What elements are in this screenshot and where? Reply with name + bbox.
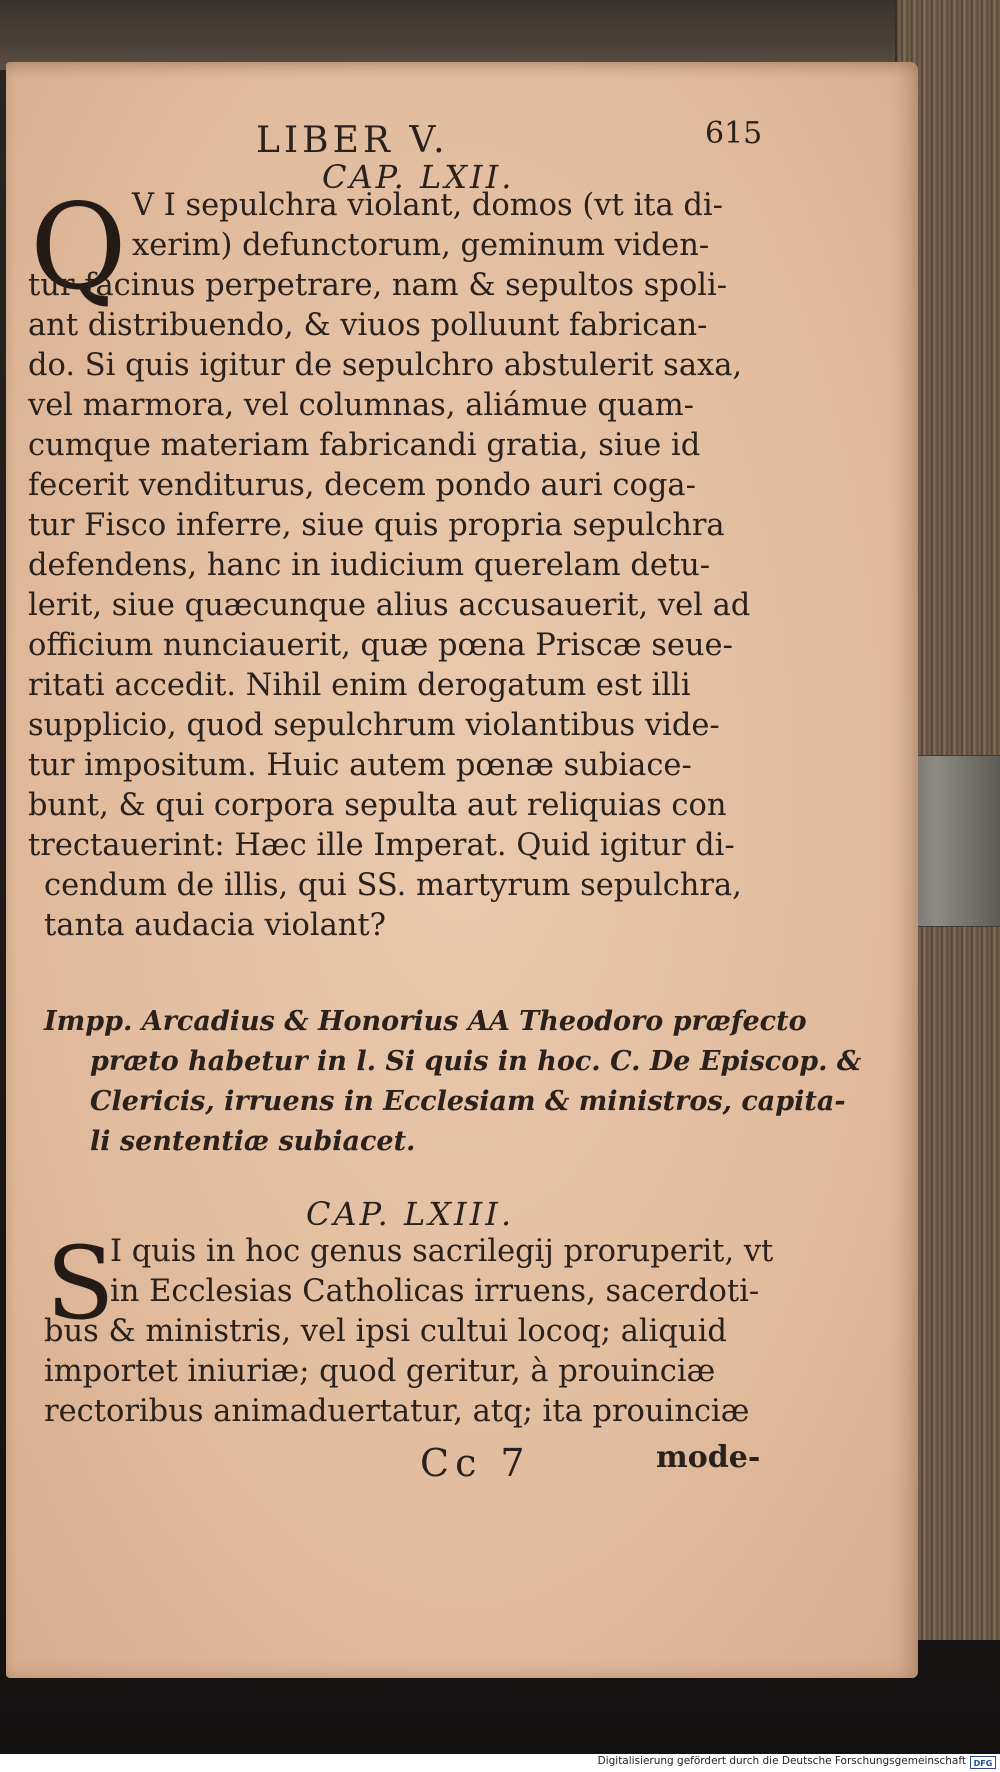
chapter-62-line: vel marmora, vel columnas, aliámue quam- <box>28 388 694 423</box>
dfg-logo-icon: DFG <box>970 1756 996 1769</box>
chapter-62-title: CAP. LXII. <box>322 158 515 196</box>
chapter-62-line: bunt, & qui corpora sepulta aut reliquias con <box>28 788 727 823</box>
running-head: LIBER V. <box>256 120 449 161</box>
chapter-62-line: V I sepulchra violant, domos (vt ita di- <box>132 188 723 223</box>
page-number: 615 <box>705 116 763 151</box>
chapter-62-line: defendens, hanc in iudicium querelam detu- <box>28 548 711 583</box>
chapter-63-line: bus & ministris, vel ipsi cultui locoq; aliquid <box>44 1314 727 1349</box>
digitization-credit: Digitalisierung gefördert durch die Deutsche Forschungsgemeinschaft <box>597 1755 966 1767</box>
chapter-62-line: officium nunciauerit, quæ pœna Priscæ seue- <box>28 628 733 663</box>
chapter-63-line: I quis in hoc genus sacrilegij proruperit, vt <box>110 1234 774 1269</box>
chapter-62-line: cendum de illis, qui SS. martyrum sepulchra, <box>44 868 742 903</box>
chapter-62-line: do. Si quis igitur de sepulchro abstulerit saxa, <box>28 348 743 383</box>
chapter-62-line: ant distribuendo, & viuos polluunt fabrican- <box>28 308 708 343</box>
chapter-62-line: ritati accedit. Nihil enim derogatum est illi <box>28 668 691 703</box>
chapter-63-line: importet iniuriæ; quod geritur, à prouinciæ <box>44 1354 716 1389</box>
book-cover-top <box>0 0 930 70</box>
chapter-62-line: tanta audacia violant? <box>44 908 387 943</box>
chapter-62-line: trectauerint: Hæc ille Imperat. Quid igitur di- <box>28 828 735 863</box>
drop-cap-s: S <box>46 1225 115 1342</box>
chapter-62-line: cumque materiam fabricandi gratia, siue id <box>28 428 701 463</box>
chapter-62-line: tur facinus perpetrare, nam & sepultos spoli- <box>28 268 728 303</box>
chapter-62-line: lerit, siue quæcunque alius accusauerit, vel ad <box>28 588 751 623</box>
catchword: mode- <box>656 1440 761 1475</box>
marginal-note-line: Impp. Arcadius & Honorius AA Theodoro præfecto <box>44 1006 807 1037</box>
drop-cap-q: Q <box>30 178 127 316</box>
chapter-63-line: in Ecclesias Catholicas irruens, sacerdoti- <box>110 1274 760 1309</box>
chapter-62-line: xerim) defunctorum, geminum viden- <box>132 228 710 263</box>
chapter-63-title: CAP. LXIII. <box>306 1195 515 1233</box>
chapter-62-line: fecerit venditurus, decem pondo auri coga- <box>28 468 696 503</box>
chapter-62-line: supplicio, quod sepulchrum violantibus vide- <box>28 708 720 743</box>
marginal-note-line: Clericis, irruens in Ecclesiam & ministros, capita- <box>90 1086 846 1117</box>
marginal-note-line: præto habetur in l. Si quis in hoc. C. De Episcop. & <box>90 1046 862 1077</box>
signature-mark: Cc 7 <box>420 1441 531 1485</box>
chapter-63-line: rectoribus animaduertatur, atq; ita prouinciæ <box>44 1394 750 1429</box>
chapter-62-line: tur Fisco inferre, siue quis propria sepulchra <box>28 508 725 543</box>
marginal-note-line: li sententiæ subiacet. <box>90 1126 416 1157</box>
chapter-62-line: tur impositum. Huic autem pœnæ subiace- <box>28 748 692 783</box>
